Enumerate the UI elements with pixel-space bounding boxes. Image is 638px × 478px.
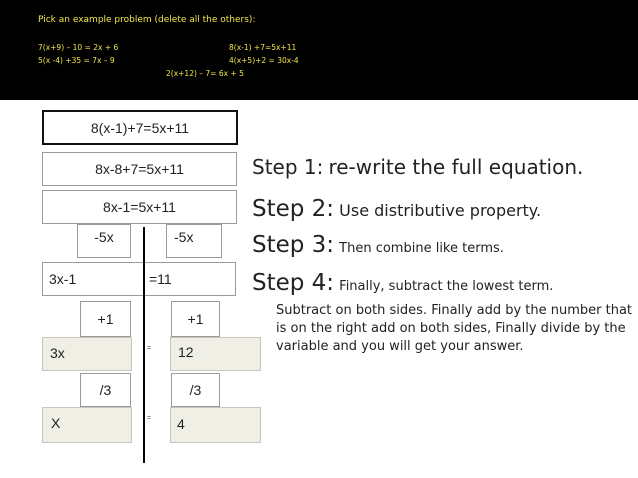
add-left-text: +1 (97, 311, 114, 327)
example-problems-banner (0, 0, 638, 100)
step-4 (252, 270, 553, 296)
subtract-right-text: -5x (174, 229, 194, 245)
add-right-box[interactable] (171, 301, 220, 337)
step-3-label: Step 3: (252, 232, 335, 258)
step-4-detail: Subtract on both sides. Finally add by the number that is on the right add on both sides, Finally divide by the variable and you will get your answer. (276, 303, 633, 354)
subtract-left-box[interactable] (77, 224, 131, 258)
distributed-text: 8x-8+7=5x+11 (95, 161, 184, 177)
distributed-box[interactable] (42, 152, 237, 186)
problem-box[interactable] (42, 110, 238, 145)
step-1 (252, 155, 583, 179)
equals-mark-2: = (147, 415, 152, 422)
combined-box[interactable] (42, 190, 237, 224)
problem-text: 8(x-1)+7=5x+11 (90, 119, 190, 136)
after-subtract-box[interactable] (42, 262, 236, 296)
step-4-label: Step 4: (252, 270, 335, 296)
step-2-label: Step 2: (252, 196, 335, 222)
after-add-right-box[interactable] (170, 337, 261, 371)
answer-right-box[interactable] (170, 407, 261, 443)
add-right-text: +1 (187, 311, 204, 327)
equation-divider-line (143, 227, 145, 463)
subtract-right-box[interactable] (166, 224, 222, 258)
banner-title: Pick an example problem (delete all the others): (38, 15, 256, 25)
divide-left-box[interactable] (80, 373, 131, 407)
after-subtract-left-text: 3x-1 (49, 271, 77, 287)
step-3 (252, 232, 504, 258)
after-add-right-text: 12 (178, 344, 194, 360)
example-equation-3: 8(x-1) +7=5x+11 (229, 43, 297, 52)
after-subtract-right-text: =11 (149, 271, 172, 287)
after-add-left-box[interactable] (42, 337, 132, 371)
example-equation-4: 4(x+5)+2 = 30x-4 (229, 56, 299, 65)
answer-left-box[interactable] (42, 407, 132, 443)
combined-text: 8x-1=5x+11 (103, 199, 176, 215)
example-equation-2: 5(x -4) +35 = 7x – 9 (38, 56, 115, 65)
after-add-left-text: 3x (50, 345, 65, 361)
step-3-text: Then combine like terms. (339, 241, 504, 256)
step-2 (252, 196, 541, 222)
step-1-text: re-write the full equation. (328, 155, 584, 179)
divide-left-text: /3 (99, 382, 112, 398)
add-left-box[interactable] (80, 301, 131, 337)
equals-mark-1: = (147, 345, 152, 352)
subtract-left-text: -5x (94, 229, 114, 245)
divide-right-text: /3 (189, 382, 202, 398)
answer-left-text: X (51, 415, 61, 431)
example-equation-1: 7(x+9) – 10 = 2x + 6 (38, 43, 119, 52)
answer-right-text: 4 (177, 416, 185, 432)
example-equation-5: 2(x+12) – 7= 6x + 5 (166, 69, 244, 78)
step-4-text: Finally, subtract the lowest term. (339, 279, 554, 294)
step-1-label: Step 1: (252, 155, 324, 179)
divide-right-box[interactable] (171, 373, 220, 407)
step-2-text: Use distributive property. (339, 201, 542, 220)
